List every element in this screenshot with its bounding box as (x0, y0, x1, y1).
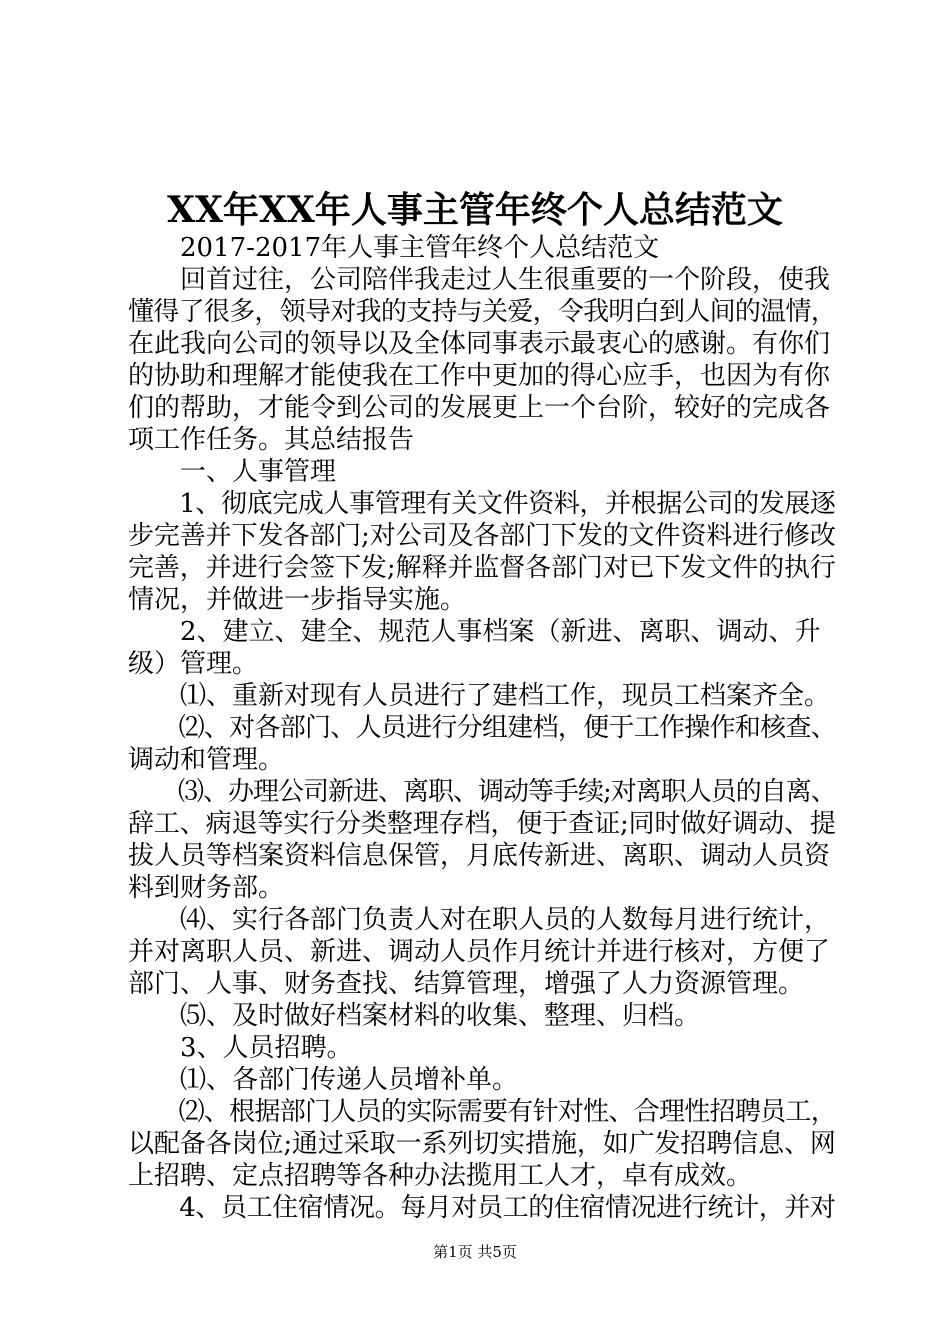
body-line: ⑸、及时做好档案材料的收集、整理、归档。 (128, 1001, 701, 1031)
body-line: 辞工、病退等实行分类整理存档，便于查证;同时做好调动、提 (128, 809, 836, 839)
body-line: 2017-2017年人事主管年终个人总结范文 (128, 233, 660, 263)
body-line: 的协助和理解才能使我在工作中更加的得心应手，也因为有你 (128, 361, 831, 391)
body-line: 2、建立、建全、规范人事档案（新进、离职、调动、升 (128, 617, 821, 647)
body-line: 拔人员等档案资料信息保管，月底传新进、离职、调动人员资 (128, 841, 831, 871)
body-line: ⑵、对各部门、人员进行分组建档，便于工作操作和核查、 (128, 713, 837, 743)
body-line: ⑷、实行各部门负责人对在职人员的人数每月进行统计， (128, 905, 831, 935)
body-line: 们的帮助，才能令到公司的发展更上一个台阶，较好的完成各 (128, 393, 831, 423)
body-line: 调动和管理。 (128, 745, 285, 775)
body-line: 部门、人事、财务查找、结算管理，增强了人力资源管理。 (128, 969, 805, 999)
body-line: 项工作任务。其总结报告 (128, 425, 415, 455)
body-line: 步完善并下发各部门;对公司及各部门下发的文件资料进行修改 (128, 521, 836, 551)
body-line: ⑵、根据部门人员的实际需要有针对性、合理性招聘员工， (128, 1097, 837, 1127)
body-line: 上招聘、定点招聘等各种办法揽用工人才，卓有成效。 (128, 1161, 753, 1191)
body-line: 回首过往，公司陪伴我走过人生很重要的一个阶段，使我 (128, 265, 831, 295)
body-line: 一、人事管理 (128, 457, 337, 487)
body-line: ⑴、重新对现有人员进行了建档工作，现员工档案齐全。 (128, 681, 831, 711)
body-line: 情况，并做进一步指导实施。 (128, 585, 467, 615)
body-line: 1、彻底完成人事管理有关文件资料，并根据公司的发展逐 (128, 489, 836, 519)
body-line: 以配备各岗位;通过采取一系列切实措施，如广发招聘信息、网 (128, 1129, 836, 1159)
document-body (128, 232, 836, 1224)
page-footer: 第1页 共5页 (433, 1243, 517, 1261)
body-line: 在此我向公司的领导以及全体同事表示最衷心的感谢。有你们 (128, 329, 831, 359)
body-line: ⑶、办理公司新进、离职、调动等手续;对离职人员的自离、 (128, 777, 836, 807)
body-line: ⑴、各部门传递人员增补单。 (128, 1065, 519, 1095)
body-line: 4、员工住宿情况。每月对员工的住宿情况进行统计，并对 (128, 1193, 836, 1223)
body-line: 懂得了很多，领导对我的支持与关爱，令我明白到人间的温情， (128, 297, 837, 327)
body-line: 3、人员招聘。 (128, 1033, 353, 1063)
body-line: 完善，并进行会签下发;解释并监督各部门对已下发文件的执行 (128, 553, 836, 583)
document-title: XX年XX年人事主管年终个人总结范文 (167, 189, 783, 231)
body-line: 级）管理。 (128, 649, 259, 679)
body-line: 料到财务部。 (128, 873, 285, 903)
body-line: 并对离职人员、新进、调动人员作月统计并进行核对，方便了 (128, 937, 831, 967)
